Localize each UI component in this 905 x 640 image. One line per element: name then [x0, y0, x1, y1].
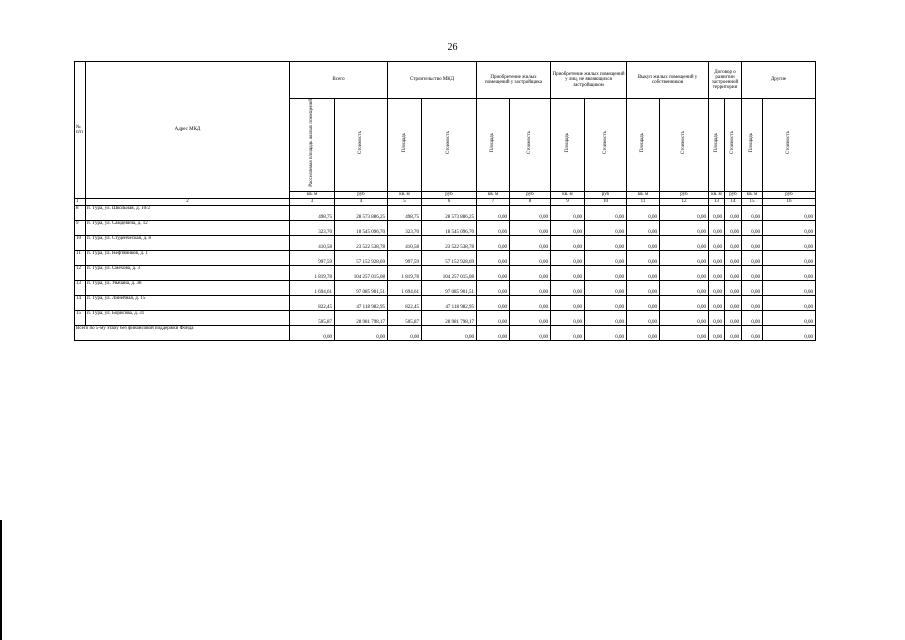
cell-value: 0,00	[551, 221, 585, 236]
unit-cell: кв. м	[388, 192, 422, 199]
cell-value: 0,00	[660, 311, 709, 326]
cell-value: 0,00	[660, 251, 709, 266]
row-address: п. Тура, ул. Нефтяников, д. 1	[86, 251, 290, 266]
column-number: 1	[75, 199, 86, 206]
cell-value: 0,00	[725, 296, 742, 311]
unit-cell: руб	[660, 192, 709, 199]
cell-value: 0,00	[742, 236, 763, 251]
cell-value: 0,00	[510, 221, 551, 236]
cell-value: 0,00	[660, 281, 709, 296]
unit-cell: кв. м	[627, 192, 660, 199]
cell-value: 0,00	[510, 296, 551, 311]
unit-cell: руб	[585, 192, 627, 199]
table-row	[75, 251, 816, 266]
cell-value: 0,00	[725, 311, 742, 326]
total-value: 0,00	[510, 326, 551, 341]
column-number: 11	[627, 199, 660, 206]
row-address: п. Тура, ул. Школьная, д. 10/2	[86, 206, 290, 221]
header-group-developer: Приобретение жилых помещений у застройщика	[477, 62, 551, 99]
cell-value: 23 522 538,78	[422, 236, 477, 251]
cell-value: 997,59	[290, 251, 335, 266]
cell-value: 0,00	[763, 266, 816, 281]
cell-value: 0,00	[725, 221, 742, 236]
column-number: 15	[742, 199, 763, 206]
cell-value: 0,00	[585, 266, 627, 281]
cell-value: 498,75	[388, 206, 422, 221]
cell-value: 0,00	[742, 206, 763, 221]
cell-value: 0,00	[627, 236, 660, 251]
cell-value: 0,00	[510, 281, 551, 296]
cell-value: 1 819,78	[388, 266, 422, 281]
cell-value: 0,00	[763, 251, 816, 266]
cell-value: 28 573 886,25	[422, 206, 477, 221]
row-address: п. Тура, ул. Увачана, д. 38	[86, 281, 290, 296]
cell-value: 0,00	[709, 266, 725, 281]
cell-value: 47 118 982,95	[422, 296, 477, 311]
unit-cell: кв. м	[742, 192, 763, 199]
cell-value: 0,00	[585, 206, 627, 221]
cell-value: 0,00	[709, 251, 725, 266]
cell-value: 0,00	[585, 251, 627, 266]
cell-value: 997,59	[388, 251, 422, 266]
header-groups-row	[75, 62, 816, 99]
header-sub-cell: Стоимость	[763, 99, 816, 192]
header-sub-cell: Стоимость	[725, 99, 742, 192]
cell-value: 0,00	[742, 251, 763, 266]
column-number: 9	[551, 199, 585, 206]
cell-value: 0,00	[627, 281, 660, 296]
cell-value: 0,00	[510, 311, 551, 326]
unit-cell: руб	[725, 192, 742, 199]
cell-value: 0,00	[725, 266, 742, 281]
header-sub-cell: Стоимость	[585, 99, 627, 192]
cell-value: 97 085 901,51	[335, 281, 388, 296]
cell-value: 18 545 096,70	[422, 221, 477, 236]
cell-value: 0,00	[477, 281, 510, 296]
header-sub-cell: Площадь	[709, 99, 725, 192]
cell-value: 28 981 798,17	[335, 311, 388, 326]
column-number: 14	[725, 199, 742, 206]
row-address: п. Тура, ул. Смехова, д. 3	[86, 266, 290, 281]
total-value: 0,00	[742, 326, 763, 341]
total-value: 0,00	[725, 326, 742, 341]
header-sub-cell: Площадь	[742, 99, 763, 192]
header-group-non-developer: Приобретение жилых помещений у лиц, не являющихся застройщиком	[551, 62, 627, 99]
cell-value: 410,58	[290, 236, 335, 251]
table-row	[75, 236, 816, 251]
cell-value: 1 694,61	[290, 281, 335, 296]
total-value: 0,00	[763, 326, 816, 341]
cell-value: 0,00	[477, 311, 510, 326]
row-index: 15	[75, 311, 86, 326]
cell-value: 57 152 928,69	[422, 251, 477, 266]
cell-value: 0,00	[510, 206, 551, 221]
column-number: 10	[585, 199, 627, 206]
page-number: 26	[447, 42, 458, 53]
cell-value: 0,00	[709, 311, 725, 326]
cell-value: 0,00	[660, 206, 709, 221]
cell-value: 0,00	[627, 221, 660, 236]
header-sub-cell: Стоимость	[335, 99, 388, 192]
column-number: 13	[709, 199, 725, 206]
cell-value: 410,58	[388, 236, 422, 251]
header-sub-cell: Стоимость	[422, 99, 477, 192]
table-row	[75, 266, 816, 281]
header-address: Адрес МКД	[86, 62, 290, 199]
total-value: 0,00	[627, 326, 660, 341]
cell-value: 104 257 015,08	[335, 266, 388, 281]
cell-value: 28 981 798,17	[422, 311, 477, 326]
column-number: 12	[660, 199, 709, 206]
total-value: 0,00	[290, 326, 335, 341]
cell-value: 0,00	[725, 236, 742, 251]
row-index: 10	[75, 236, 86, 251]
cell-value: 0,00	[585, 281, 627, 296]
header-index: № п/п	[75, 62, 86, 199]
scan-edge-mark	[0, 520, 2, 640]
column-number: 7	[477, 199, 510, 206]
cell-value: 0,00	[709, 296, 725, 311]
cell-value: 0,00	[477, 251, 510, 266]
total-value: 0,00	[477, 326, 510, 341]
cell-value: 323,70	[388, 221, 422, 236]
cell-value: 0,00	[763, 221, 816, 236]
column-number: 16	[763, 199, 816, 206]
cell-value: 0,00	[585, 236, 627, 251]
unit-cell: кв. м	[551, 192, 585, 199]
header-group-other: Другие	[742, 62, 816, 99]
header-sub-cell: Расселяемая площадь жилых помещений	[290, 99, 335, 192]
unit-cell: руб	[763, 192, 816, 199]
total-label: Всего по 5-му этапу без финансовой поддержки Фонда	[75, 326, 290, 341]
table-row	[75, 221, 816, 236]
cell-value: 0,00	[763, 296, 816, 311]
header-group-development-agreement: Договор о развитии застроенной территории	[709, 62, 742, 99]
cell-value: 0,00	[477, 266, 510, 281]
cell-value: 0,00	[725, 281, 742, 296]
cell-value: 0,00	[660, 266, 709, 281]
table-row	[75, 311, 816, 326]
cell-value: 0,00	[660, 236, 709, 251]
column-number: 4	[335, 199, 388, 206]
table-row	[75, 206, 816, 221]
row-index: 14	[75, 296, 86, 311]
cell-value: 0,00	[709, 236, 725, 251]
cell-value: 0,00	[627, 266, 660, 281]
unit-cell: кв. м	[290, 192, 335, 199]
cell-value: 0,00	[477, 206, 510, 221]
cell-value: 0,00	[627, 206, 660, 221]
cell-value: 0,00	[585, 221, 627, 236]
cell-value: 0,00	[742, 311, 763, 326]
row-index: 13	[75, 281, 86, 296]
row-address: п. Тура, ул. Студенческая, д. 8	[86, 236, 290, 251]
cell-value: 0,00	[551, 266, 585, 281]
cell-value: 0,00	[477, 236, 510, 251]
cell-value: 323,70	[290, 221, 335, 236]
total-value: 0,00	[335, 326, 388, 341]
cell-value: 0,00	[627, 311, 660, 326]
cell-value: 0,00	[763, 206, 816, 221]
total-row	[75, 326, 816, 341]
cell-value: 822,45	[290, 296, 335, 311]
total-value: 0,00	[585, 326, 627, 341]
total-value: 0,00	[422, 326, 477, 341]
total-value: 0,00	[388, 326, 422, 341]
column-number: 2	[86, 199, 290, 206]
relocation-table	[74, 61, 816, 341]
cell-value: 0,00	[477, 296, 510, 311]
total-value: 0,00	[709, 326, 725, 341]
column-number-row	[75, 199, 816, 206]
total-value: 0,00	[551, 326, 585, 341]
unit-cell: руб	[422, 192, 477, 199]
cell-value: 28 573 886,25	[335, 206, 388, 221]
cell-value: 0,00	[763, 236, 816, 251]
cell-value: 0,00	[709, 206, 725, 221]
cell-value: 0,00	[627, 251, 660, 266]
cell-value: 822,45	[388, 296, 422, 311]
cell-value: 0,00	[742, 221, 763, 236]
cell-value: 0,00	[660, 221, 709, 236]
header-sub-cell: Площадь	[388, 99, 422, 192]
cell-value: 0,00	[510, 251, 551, 266]
cell-value: 57 152 928,69	[335, 251, 388, 266]
cell-value: 0,00	[725, 206, 742, 221]
row-index: 11	[75, 251, 86, 266]
unit-cell: руб	[510, 192, 551, 199]
unit-cell: кв. м	[709, 192, 725, 199]
cell-value: 0,00	[477, 221, 510, 236]
row-address: п. Тура, ул. Самдевича, д. 12	[86, 221, 290, 236]
cell-value: 0,00	[742, 266, 763, 281]
column-number: 6	[422, 199, 477, 206]
row-address: п. Тура, ул. Линейная, д. 15	[86, 296, 290, 311]
column-number: 3	[290, 199, 335, 206]
cell-value: 505,87	[290, 311, 335, 326]
cell-value: 0,00	[551, 206, 585, 221]
cell-value: 0,00	[725, 251, 742, 266]
cell-value: 1 819,78	[290, 266, 335, 281]
row-index: 9	[75, 221, 86, 236]
cell-value: 1 694,61	[388, 281, 422, 296]
cell-value: 0,00	[585, 311, 627, 326]
header-group-construction: Строительство МКД	[388, 62, 477, 99]
cell-value: 0,00	[585, 296, 627, 311]
header-group-buyout: Выкуп жилых помещений у собственников	[627, 62, 709, 99]
cell-value: 0,00	[627, 296, 660, 311]
header-sub-cell: Площадь	[627, 99, 660, 192]
cell-value: 0,00	[660, 296, 709, 311]
cell-value: 23 522 538,78	[335, 236, 388, 251]
cell-value: 0,00	[763, 311, 816, 326]
cell-value: 0,00	[763, 281, 816, 296]
cell-value: 0,00	[709, 281, 725, 296]
cell-value: 18 545 096,70	[335, 221, 388, 236]
cell-value: 47 118 982,95	[335, 296, 388, 311]
row-index: 12	[75, 266, 86, 281]
cell-value: 0,00	[742, 281, 763, 296]
total-value: 0,00	[660, 326, 709, 341]
column-number: 8	[510, 199, 551, 206]
header-sub-cell: Стоимость	[660, 99, 709, 192]
cell-value: 0,00	[551, 296, 585, 311]
cell-value: 0,00	[551, 311, 585, 326]
column-number: 5	[388, 199, 422, 206]
unit-cell: руб	[335, 192, 388, 199]
cell-value: 505,87	[388, 311, 422, 326]
cell-value: 0,00	[551, 251, 585, 266]
row-index: 8	[75, 206, 86, 221]
cell-value: 0,00	[709, 221, 725, 236]
table-row	[75, 281, 816, 296]
header-sub-cell: Стоимость	[510, 99, 551, 192]
unit-cell: кв. м	[477, 192, 510, 199]
cell-value: 0,00	[742, 296, 763, 311]
cell-value: 0,00	[551, 281, 585, 296]
table-row	[75, 296, 816, 311]
header-sub-cell: Площадь	[551, 99, 585, 192]
cell-value: 0,00	[510, 266, 551, 281]
header-sub-cell: Площадь	[477, 99, 510, 192]
row-address: п. Тура, ул. Борисова, д. 31	[86, 311, 290, 326]
header-group-total: Всего	[290, 62, 388, 99]
cell-value: 97 085 901,51	[422, 281, 477, 296]
cell-value: 104 257 015,08	[422, 266, 477, 281]
cell-value: 498,75	[290, 206, 335, 221]
cell-value: 0,00	[551, 236, 585, 251]
cell-value: 0,00	[510, 236, 551, 251]
